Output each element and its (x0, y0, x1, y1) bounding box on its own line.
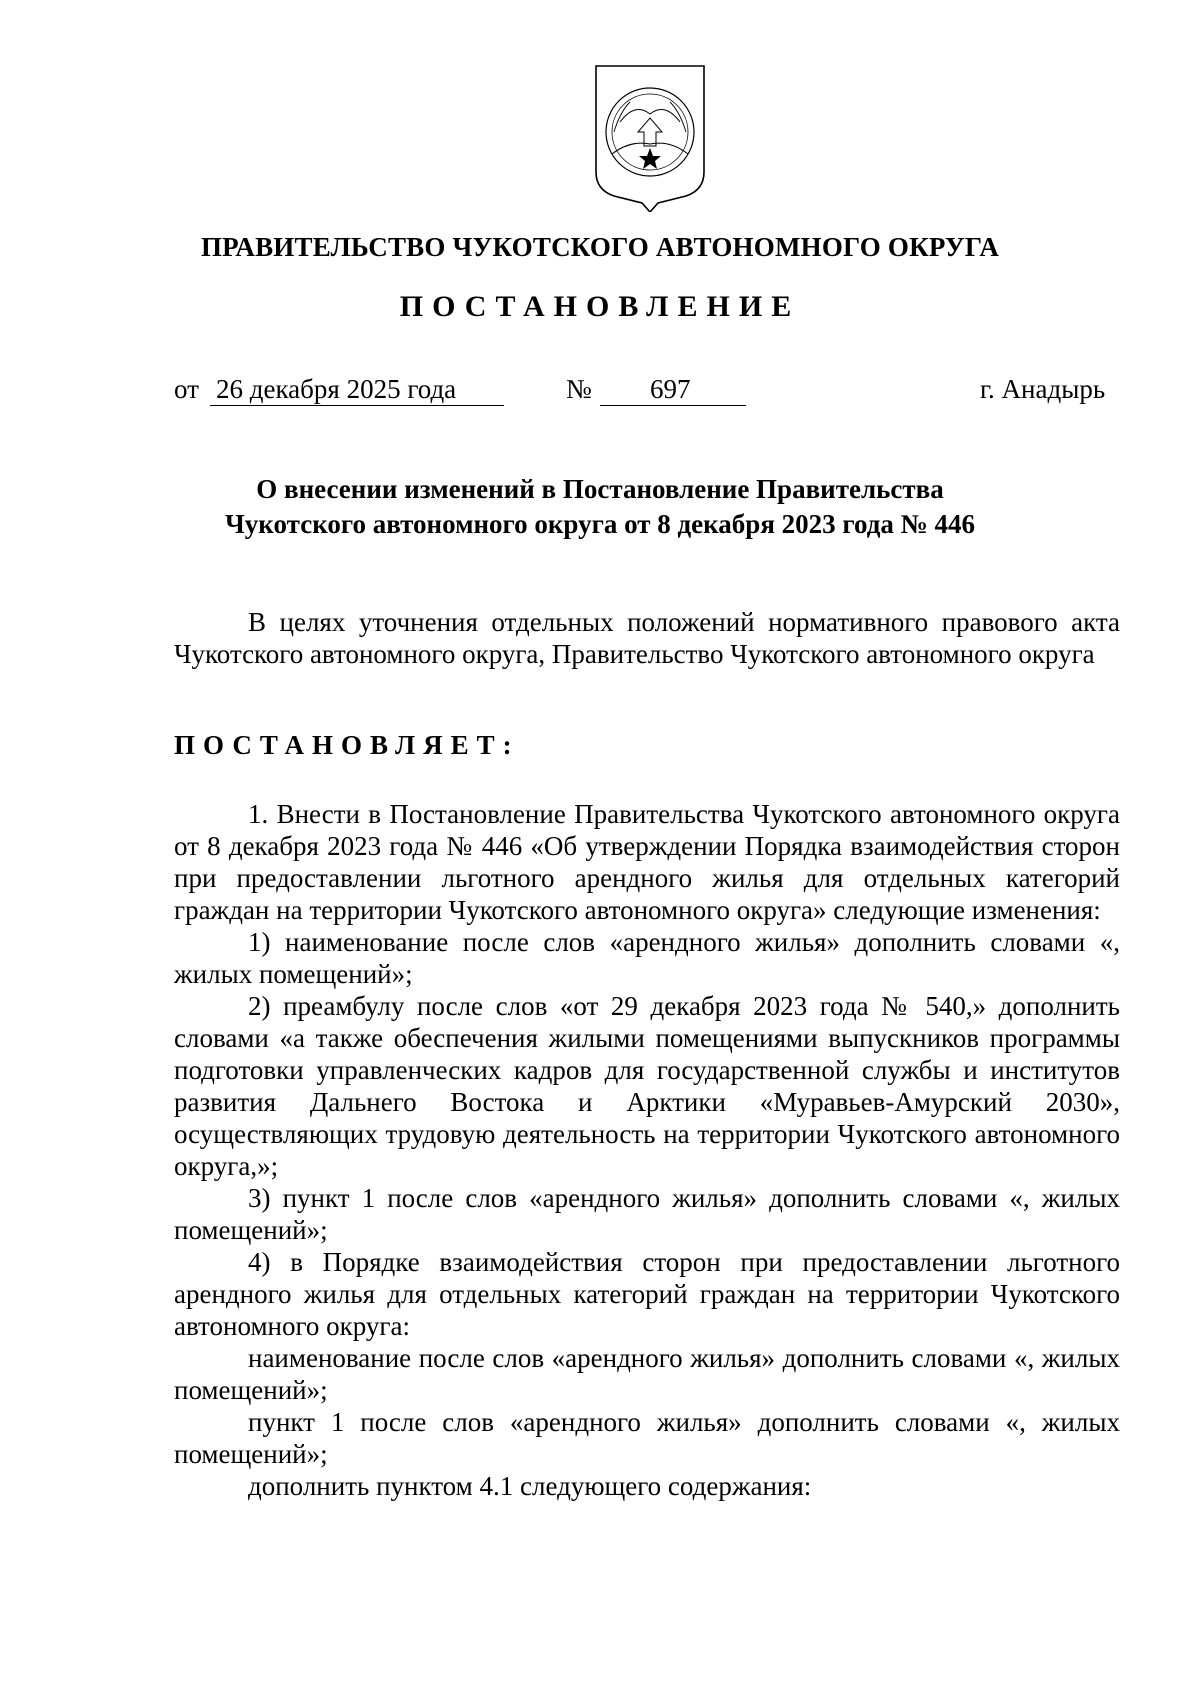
document-type: ПОСТАНОВЛЕНИЕ (399, 290, 801, 323)
paragraph-5: 4) в Порядке взаимодействия сторон при предоставлении льготного арендного жилья для отдельных категорий граждан на территории Чукотского автономного округа: (174, 1247, 1120, 1341)
document-date-field (216, 372, 456, 406)
paragraph-4: 3) пункт 1 после слов «арендного жилья» дополнить словами «, жилых помещений»; (174, 1183, 1120, 1245)
document-title (0, 472, 1200, 542)
document-number: 697 (650, 374, 691, 404)
paragraph-7: пункт 1 после слов «арендного жилья» дополнить словами «, жилых помещений»; (174, 1407, 1120, 1469)
coat-of-arms-emblem (590, 62, 710, 212)
preamble-block (174, 606, 1120, 670)
resolve-heading: ПОСТАНОВЛЯЕТ: (174, 730, 520, 760)
document-title-line-2: Чукотского автономного округа от 8 декабря 2023 года № 446 (224, 509, 976, 539)
preamble: В целях уточнения отдельных положений нормативного правового акта Чукотского автономного округа, Правительство Чукотского автономного округа (174, 607, 1120, 669)
document-date: 26 декабря 2025 года (216, 374, 457, 404)
date-prefix: от (174, 374, 199, 404)
paragraph-8: дополнить пунктом 4.1 следующего содержания: (248, 1471, 812, 1501)
number-underline (600, 405, 746, 406)
number-label: № (566, 374, 592, 404)
paragraph-6: наименование после слов «арендного жилья» дополнить словами «, жилых помещений»; (174, 1343, 1120, 1405)
paragraph-3: 2) преамбулу после слов «от 29 декабря 2023 года № 540,» дополнить словами «а также обеспечения жилыми помещениями выпускников программы подготовки управленческих кадров для государственной службы и институтов развития Дальнего Востока и Арктики «Муравьев-Амурский 2030», осуществляющих трудовую деятельность на территории Чукотского автономного округа,»; (174, 991, 1120, 1181)
date-underline (210, 405, 504, 406)
document-title-line-1: О внесении изменений в Постановление Правительства (256, 474, 944, 504)
body-block (174, 798, 1120, 1502)
paragraph-1: 1. Внести в Постановление Правительства Чукотского автономного округа от 8 декабря 2023 года № 446 «Об утверждении Порядка взаимодействия сторон при предоставлении льготного арендного жилья для отдельных категорий граждан на территории Чукотского автономного округа» следующие изменения: (174, 799, 1120, 925)
organization-name: ПРАВИТЕЛЬСТВО ЧУКОТСКОГО АВТОНОМНОГО ОКРУГА (200, 232, 1000, 262)
city: г. Анадырь (980, 374, 1106, 404)
paragraph-2: 1) наименование после слов «арендного жилья» дополнить словами «, жилых помещений»; (174, 927, 1120, 989)
